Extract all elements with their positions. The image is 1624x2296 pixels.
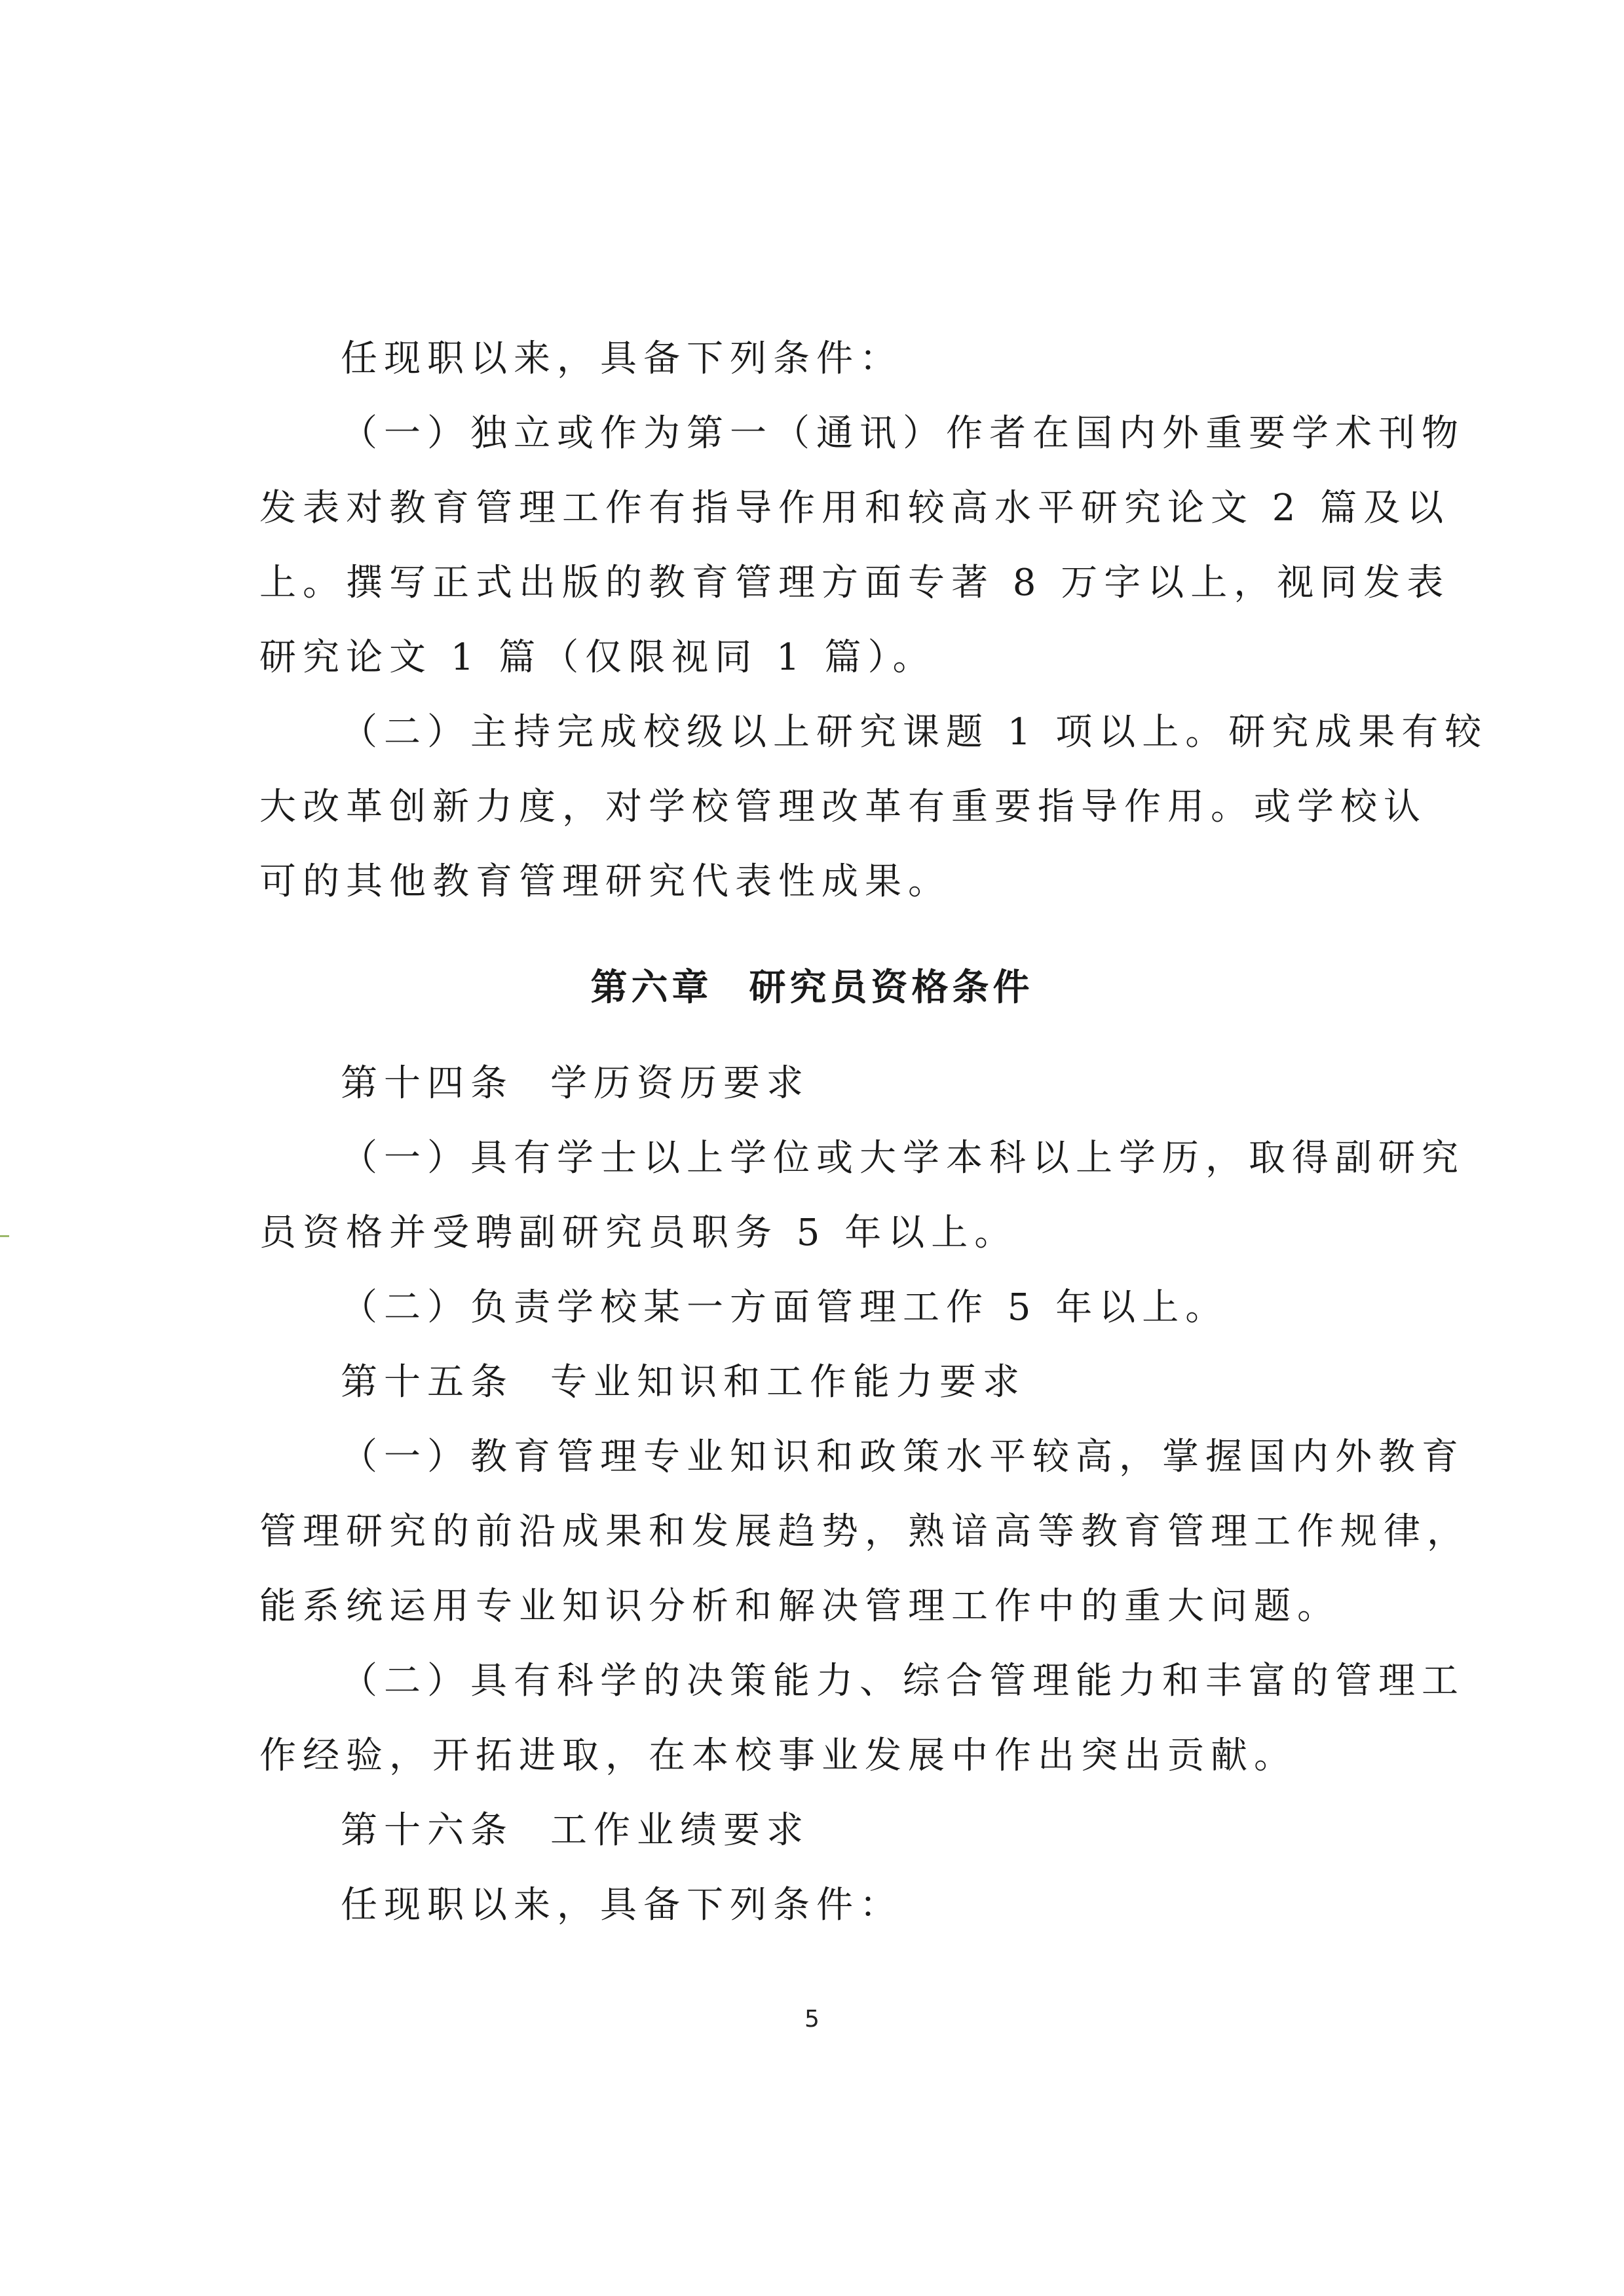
paragraph-line: （一）独立或作为第一（通讯）作者在国内外重要学术刊物 [341,412,1465,455]
article-number: 第十五条 [341,1361,514,1404]
article-title: 学历资历要求 [550,1062,810,1105]
article-title: 专业知识和工作能力要求 [550,1361,1026,1404]
paragraph-line: （二）具有科学的决策能力、综合管理能力和丰富的管理工 [341,1660,1465,1702]
paragraph-line: （一）具有学士以上学位或大学本科以上学历，取得副研究 [341,1137,1465,1179]
page-number: 5 [804,2006,820,2033]
paragraph-line: 发表对教育管理工作有指导作用和较高水平研究论文 2 篇及以 [259,487,1450,529]
paragraph-line: 任现职以来，具备下列条件： [341,337,903,380]
chapter-title: 研究员资格条件 [749,966,1034,1009]
paragraph-line: 上。撰写正式出版的教育管理方面专著 8 万字以上，视同发表 [259,562,1450,604]
article-number: 第十六条 [341,1809,514,1852]
scan-edge-mark [0,1235,9,1237]
article-heading [341,1359,1467,1406]
paragraph-line: 任现职以来，具备下列条件： [341,1884,903,1926]
paragraph-line: 能系统运用专业知识分析和解决管理工作中的重大问题。 [259,1585,1340,1628]
article-heading [341,1060,1467,1107]
chapter-heading [0,965,1624,1012]
paragraph-line: （二）负责学校某一方面管理工作 5 年以上。 [341,1286,1229,1329]
paragraph-line: 作经验，开拓进取，在本校事业发展中作出突出贡献。 [259,1734,1297,1777]
paragraph-line: 可的其他教育管理研究代表性成果。 [259,860,951,903]
paragraph-line: 研究论文 1 篇（仅限视同 1 篇）。 [259,636,936,679]
paragraph-line: 大改革创新力度，对学校管理改革有重要指导作用。或学校认 [259,786,1427,828]
article-title: 工作业绩要求 [550,1809,810,1852]
paragraph-line: （二）主持完成校级以上研究课题 1 项以上。研究成果有较 [341,711,1488,754]
paragraph-line: 管理研究的前沿成果和发展趋势，熟谙高等教育管理工作规律， [259,1510,1470,1553]
paragraph-line: （一）教育管理专业知识和政策水平较高，掌握国内外教育 [341,1436,1465,1478]
article-heading [341,1807,1467,1854]
chapter-number: 第六章 [590,966,713,1009]
paragraph-line: 员资格并受聘副研究员职务 5 年以上。 [259,1212,1018,1254]
article-number: 第十四条 [341,1062,514,1105]
